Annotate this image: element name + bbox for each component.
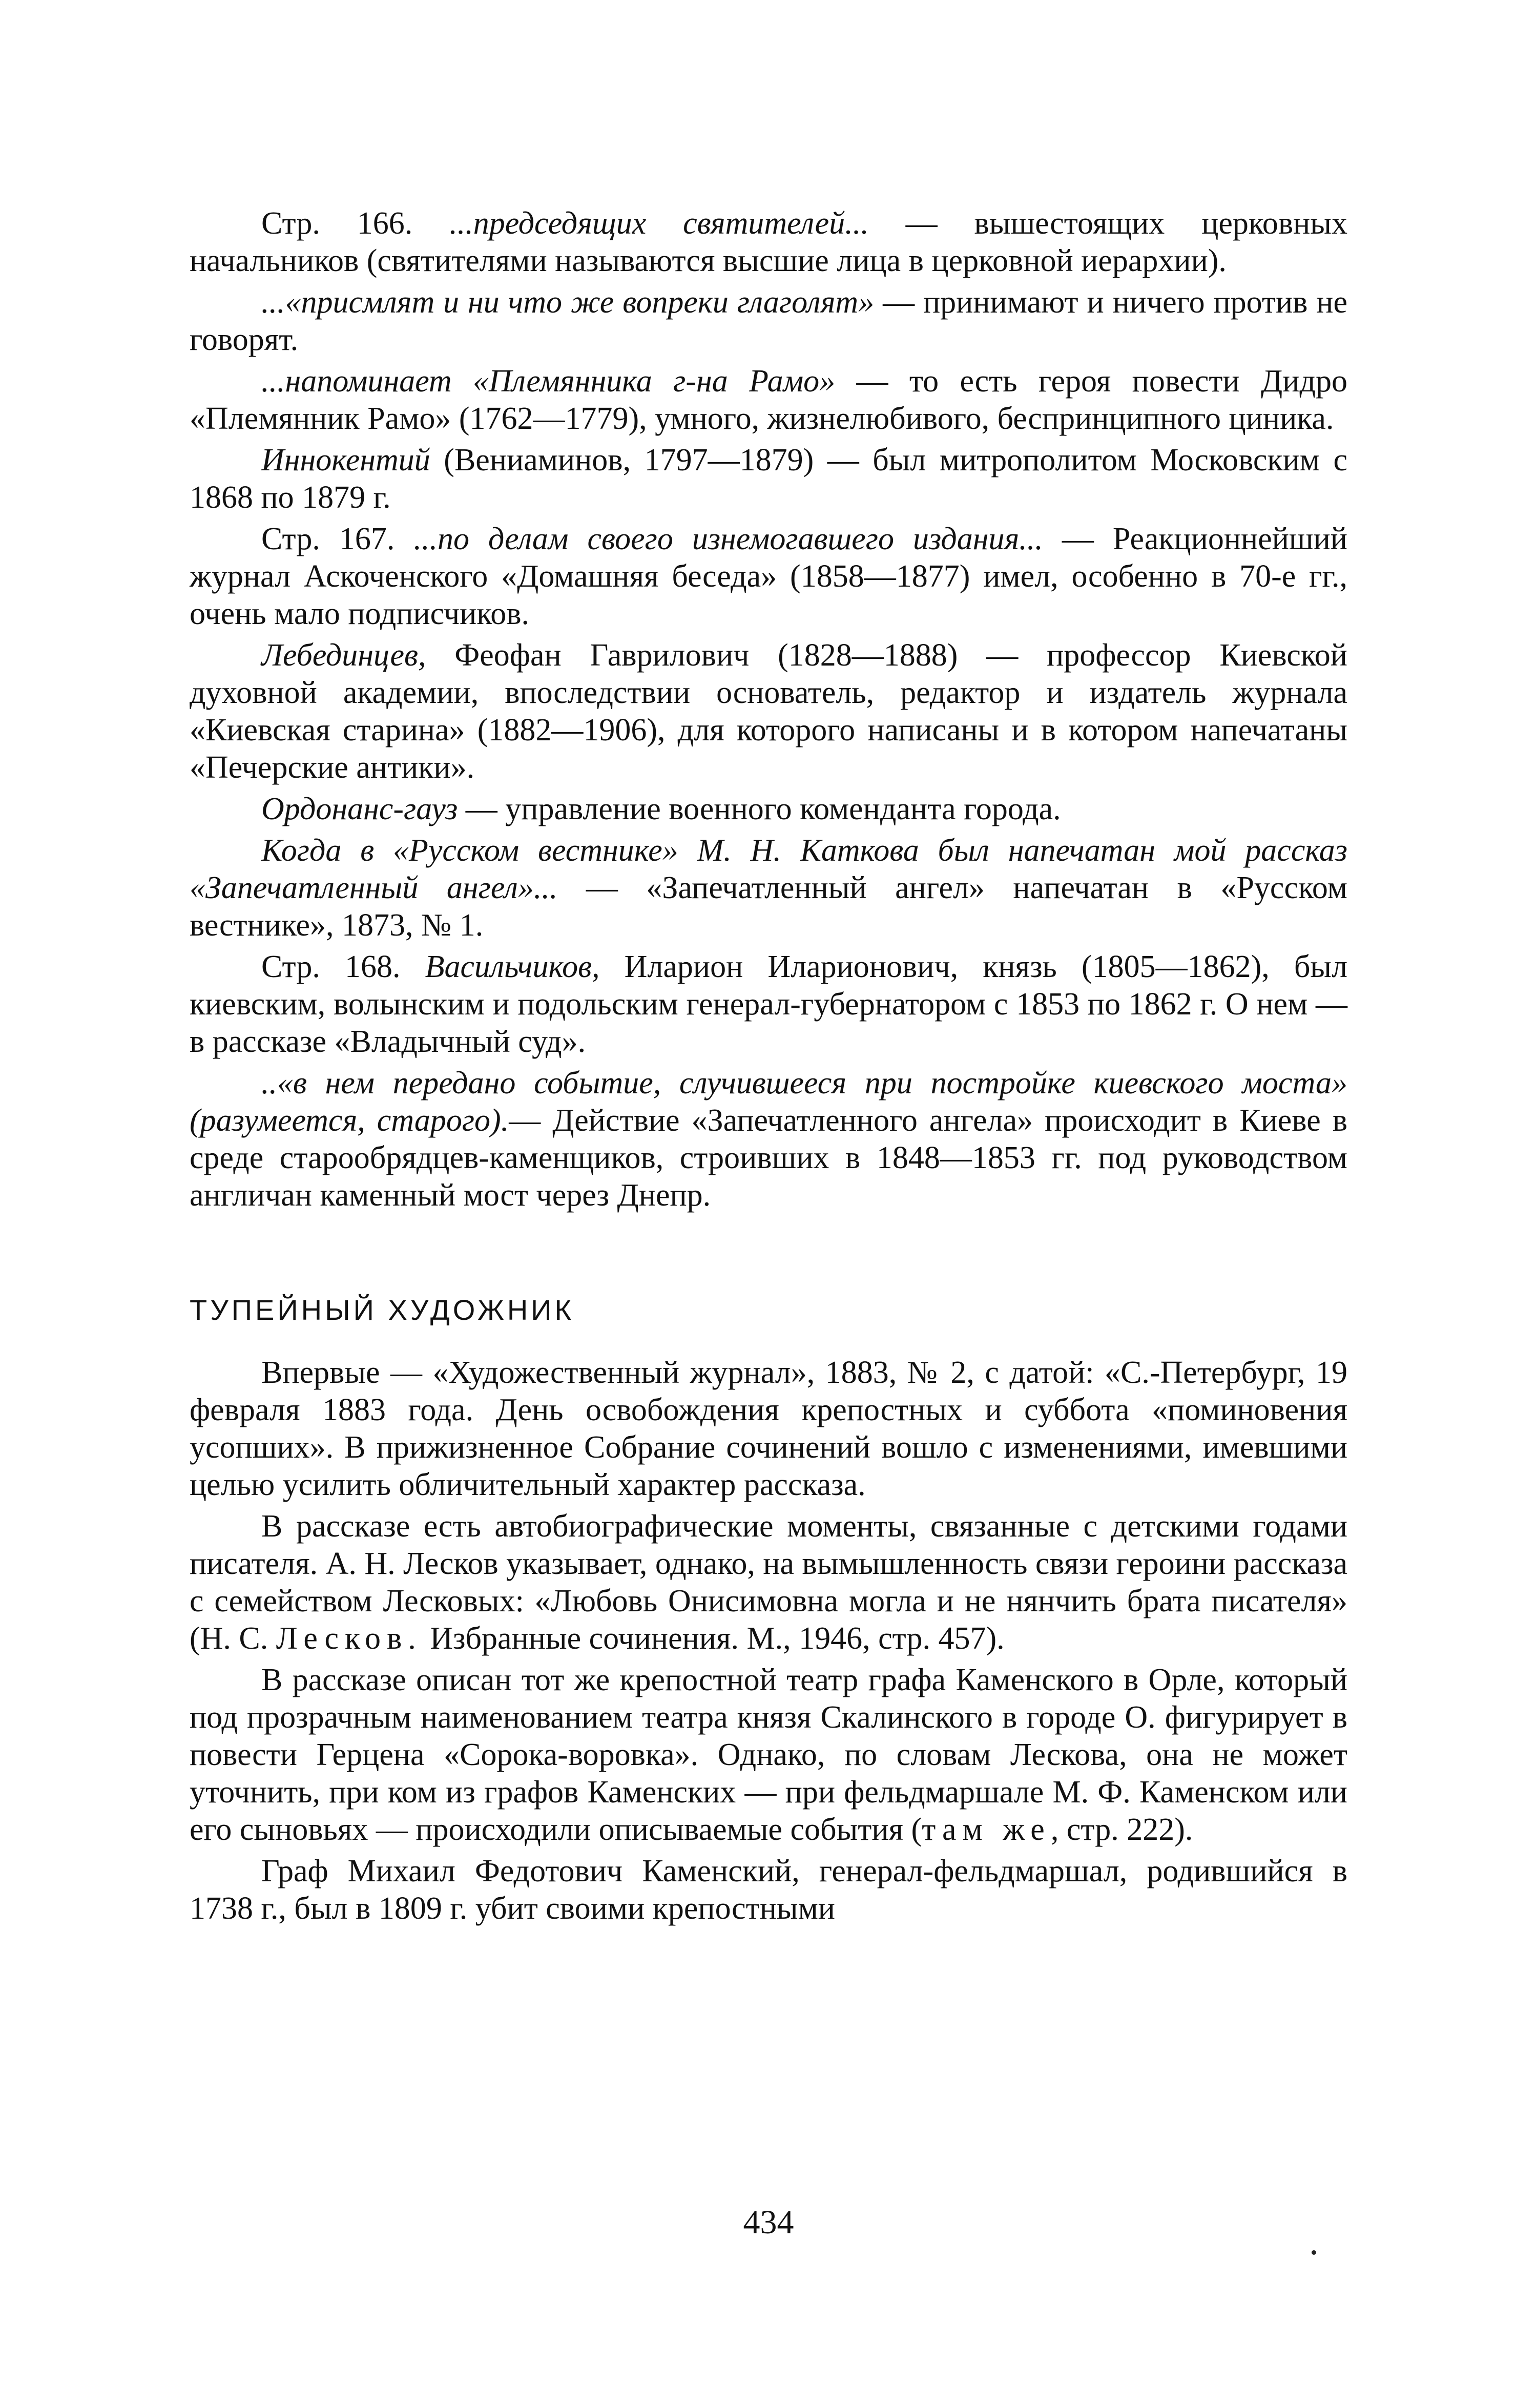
note-paragraph: Когда в «Русском вестнике» М. Н. Каткова был напечатан мой рассказ «Запечатленный ангел»... — «Запечатленный ангел» напечатан в «Русском вестнике», 1873, № 1. bbox=[190, 833, 1347, 943]
note-paragraph: ...напоминает «Племянника г-на Рамо» — то есть героя повести Дидро «Племянник Рамо» (1762—1779), умного, жизнелюбивого, беспринципного циника. bbox=[190, 364, 1347, 436]
commentary-notes bbox=[190, 205, 1347, 1214]
note-paragraph: ..«в нем передано событие, случившееся при постройке киевского моста» (разумеется, старого).— Действие «Запечатленного ангела» происходит в Киеве в среде старообрядцев-каменщиков, строивших в 1848—1853 гг. под руководством англичан каменный мост через Днепр. bbox=[190, 1066, 1348, 1213]
page-body bbox=[190, 205, 1347, 1932]
note-paragraph: Ордонанс-гауз — управление военного коменданта города. bbox=[261, 792, 1061, 826]
note-paragraph: Лебединцев, Феофан Гаврилович (1828—1888) — профессор Киевской духовной академии, впоследствии основатель, редактор и издатель журнала «Киевская старина» (1882—1906), для которого написаны и в котором напечатаны «Печерские антики». bbox=[190, 638, 1347, 785]
note-paragraph: ...«присмлят и ни что же вопреки глаголят» — принимают и ничего против не говорят. bbox=[190, 285, 1347, 357]
section-paragraph: Впервые — «Художественный журнал», 1883, № 2, с датой: «С.-Петербург, 19 февраля 1883 года. День освобождения крепостных и суббота «поминовения усопших». В прижизненное Собрание сочинений вошло с изменениями, имевшими целью усилить обличительный характер рассказа. bbox=[190, 1355, 1347, 1502]
note-paragraph: Стр. 167. ...по делам своего изнемогавшего издания... — Реакционнейший журнал Аскоченского «Домашняя беседа» (1858—1877) имел, особенно в 70-е гг., очень мало подписчиков. bbox=[190, 522, 1347, 631]
section-paragraph: В рассказе есть автобиографические моменты, связанные с детскими годами писателя. А. Н. Лесков указывает, однако, на вымышленность связи героини рассказа с семейством Лесковых: «Любовь Онисимовна могла и не нянчить брата писателя» (Н. С. Лесков. Избранные сочинения. М., 1946, стр. 457). bbox=[190, 1509, 1347, 1656]
note-paragraph: Иннокентий (Вениаминов, 1797—1879) — был митрополитом Московским с 1868 по 1879 г. bbox=[190, 443, 1347, 515]
section-title: ТУПЕЙНЫЙ ХУДОЖНИК bbox=[190, 1294, 575, 1326]
page-number: 434 bbox=[743, 2204, 794, 2241]
section-paragraph: В рассказе описан тот же крепостной театр графа Каменского в Орле, который под прозрачным наименованием театра князя Скалинского в городе О. фигурирует в повести Герцена «Сорока-воровка». Однако, по словам Лескова, она не может уточнить, при ком из графов Каменских — при фельдмаршале М. Ф. Каменском или его сыновьях — происходили описываемые события (там же, стр. 222). bbox=[190, 1663, 1347, 1847]
note-paragraph: Стр. 168. Васильчиков, Иларион Иларионович, князь (1805—1862), был киевским, волынским и подольским генерал-губернатором с 1853 по 1862 г. О нем — в рассказе «Владычный суд». bbox=[190, 949, 1348, 1059]
section-paragraph: Граф Михаил Федотович Каменский, генерал-фельдмаршал, родившийся в 1738 г., был в 1809 г. убит своими крепостными bbox=[190, 1854, 1347, 1926]
note-paragraph: Стр. 166. ...председящих святителей... — вышестоящих церковных начальников (святителями называются высшие лица в церковной иерархии). bbox=[190, 206, 1347, 278]
print-speck bbox=[1312, 2250, 1316, 2255]
